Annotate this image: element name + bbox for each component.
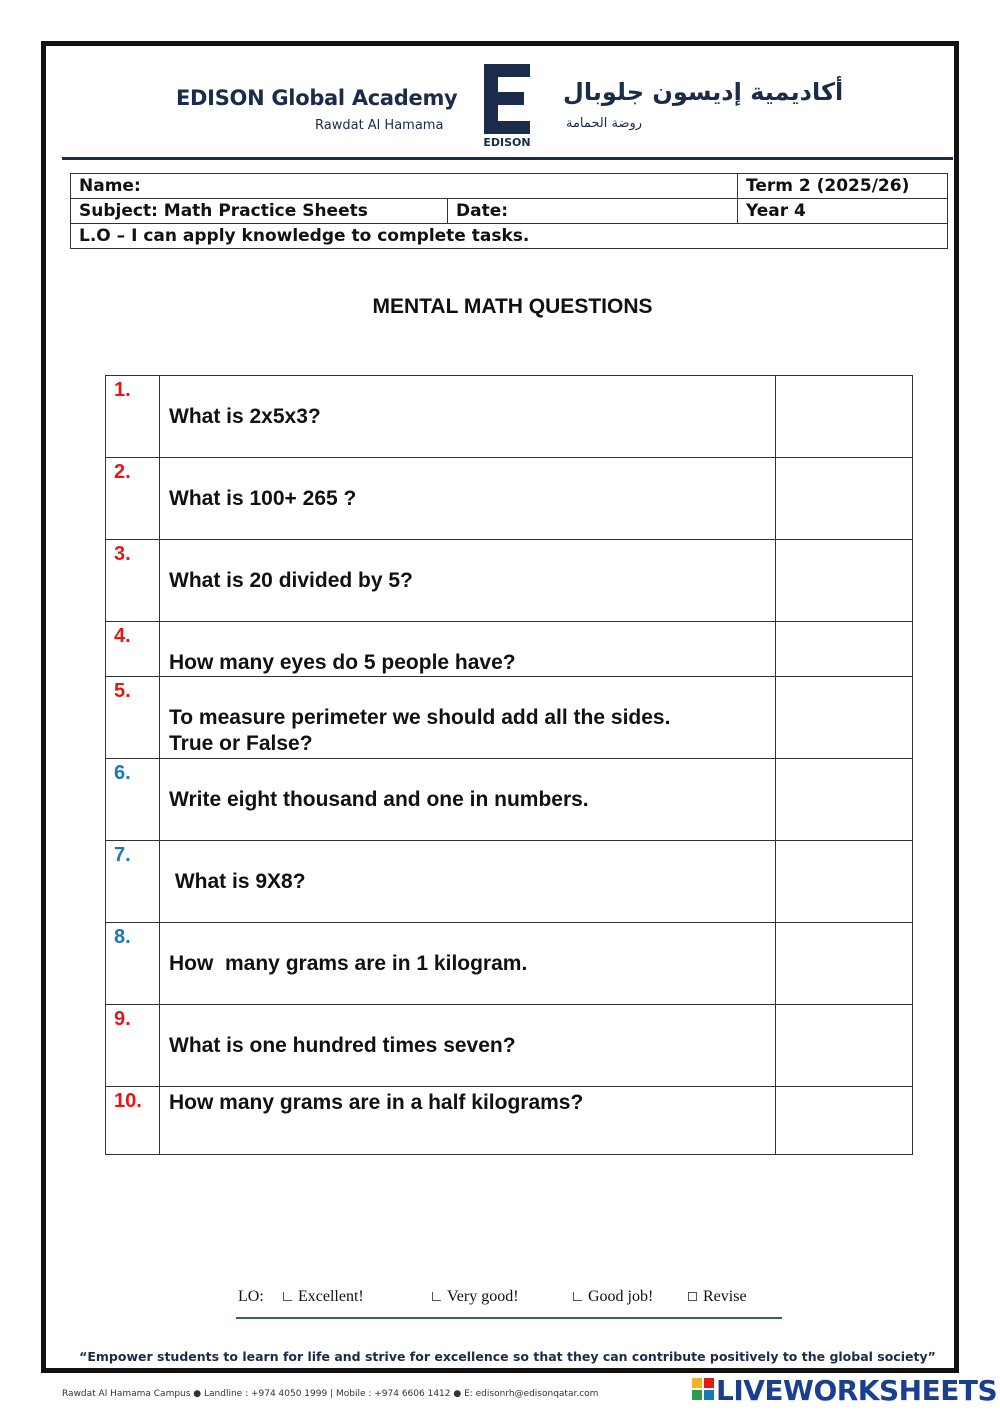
checkbox-icon [573, 1292, 582, 1301]
question-number: 1. [106, 376, 160, 458]
question-text: What is one hundred times seven? [160, 1005, 776, 1087]
page-title: MENTAL MATH QUESTIONS [372, 295, 653, 318]
answer-cell[interactable] [776, 1087, 913, 1155]
rating-option-good-job[interactable]: Good job! [573, 1288, 653, 1306]
checkbox-icon [283, 1292, 292, 1301]
term-cell: Term 2 (2025/26) [738, 174, 948, 199]
answer-cell[interactable] [776, 1005, 913, 1087]
question-number: 8. [106, 923, 160, 1005]
year-cell: Year 4 [738, 199, 948, 224]
question-row [106, 540, 913, 622]
question-row [106, 1005, 913, 1087]
question-text: What is 100+ 265 ? [160, 458, 776, 540]
question-number: 6. [106, 759, 160, 841]
answer-cell[interactable] [776, 841, 913, 923]
question-text: Write eight thousand and one in numbers. [160, 759, 776, 841]
rating-option-excellent[interactable]: Excellent! [283, 1288, 364, 1306]
answer-cell[interactable] [776, 376, 913, 458]
question-text: What is 2x5x3? [160, 376, 776, 458]
question-text: How many grams are in 1 kilogram. [160, 923, 776, 1005]
footer-contact: Rawdat Al Hamama Campus ● Landline : +974 4050 1999 | Mobile : +974 6606 1412 ● E: edisonrh@edisonqatar.com [62, 1389, 599, 1399]
question-number: 5. [106, 677, 160, 759]
header-divider [62, 157, 953, 160]
answer-cell[interactable] [776, 458, 913, 540]
rating-option-very-good[interactable]: Very good! [432, 1288, 519, 1306]
answer-cell[interactable] [776, 759, 913, 841]
campus-name-en: Rawdat Al Hamama [315, 118, 444, 133]
questions-table [105, 375, 913, 1155]
question-text: How many grams are in a half kilograms? [160, 1087, 776, 1155]
school-name-ar: أكاديمية إديسون جلوبال [563, 78, 844, 106]
question-number: 10. [106, 1087, 160, 1155]
question-row [106, 759, 913, 841]
student-info-table [70, 173, 948, 249]
answer-cell[interactable] [776, 923, 913, 1005]
answer-cell[interactable] [776, 622, 913, 677]
question-text-line-1: To measure perimeter we should add all the sides. [169, 706, 671, 729]
question-text: How many eyes do 5 people have? [160, 622, 776, 677]
rating-option-revise[interactable]: Revise [688, 1288, 747, 1306]
edison-e-logo-icon [484, 64, 530, 134]
campus-name-ar: روضة الحمامة [566, 116, 643, 131]
watermark-text: LIVEWORKSHEETS [716, 1374, 998, 1407]
answer-cell[interactable] [776, 677, 913, 759]
question-number: 2. [106, 458, 160, 540]
school-name-en: EDISON Global Academy [176, 86, 458, 110]
lo-rating-label: LO: [238, 1288, 264, 1305]
question-text-line-2: True or False? [169, 732, 313, 755]
answer-cell[interactable] [776, 540, 913, 622]
checkbox-icon [688, 1292, 697, 1301]
question-row [106, 677, 913, 759]
question-text [160, 677, 776, 759]
question-number: 7. [106, 841, 160, 923]
lo-divider [236, 1317, 782, 1319]
learning-objective: L.O – I can apply knowledge to complete tasks. [71, 224, 948, 249]
date-field[interactable]: Date: [448, 199, 738, 224]
question-text: What is 9X8? [160, 841, 776, 923]
logo-caption: EDISON [483, 136, 531, 149]
question-row [106, 923, 913, 1005]
question-number: 4. [106, 622, 160, 677]
question-row [106, 841, 913, 923]
mission-quote: “Empower students to learn for life and strive for excellence so that they can contribute positively to the global society” [79, 1349, 936, 1364]
question-row [106, 376, 913, 458]
question-number: 3. [106, 540, 160, 622]
question-text: What is 20 divided by 5? [160, 540, 776, 622]
question-row [106, 458, 913, 540]
liveworksheets-logo-icon [692, 1378, 714, 1400]
question-row [106, 1087, 913, 1155]
name-field[interactable]: Name: [71, 174, 738, 199]
question-number: 9. [106, 1005, 160, 1087]
subject-cell: Subject: Math Practice Sheets [71, 199, 448, 224]
question-row [106, 622, 913, 677]
checkbox-icon [432, 1292, 441, 1301]
